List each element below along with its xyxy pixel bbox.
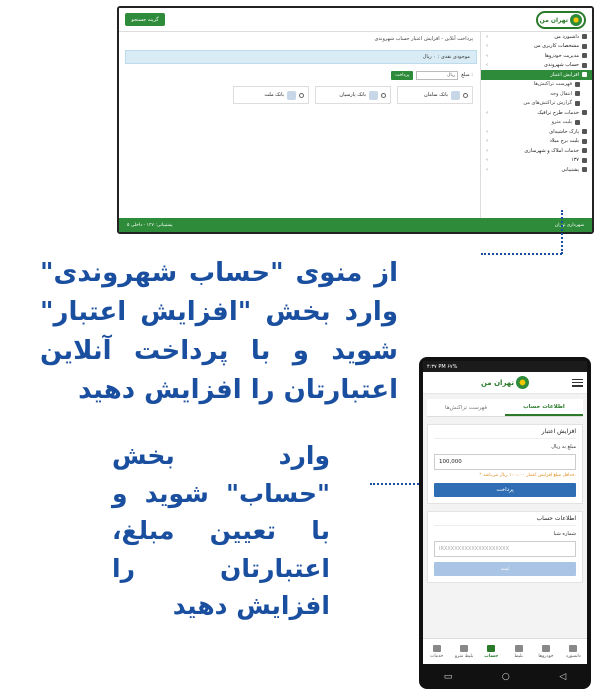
- sidebar-item[interactable]: [481, 137, 592, 147]
- desktop-logo[interactable]: [536, 11, 586, 29]
- sidebar-item-label: خدمات طرح ترافیک: [537, 109, 579, 116]
- bottom-nav: [423, 638, 587, 664]
- sidebar-item-label: خدمات املاک و شهرسازی: [524, 147, 579, 154]
- sidebar-item-label: پلیت مترو: [551, 119, 572, 126]
- sidebar-item-label: گزارش تراکنش‌های من: [523, 100, 572, 107]
- phone-screen: [423, 361, 587, 664]
- topup-card: [427, 424, 583, 504]
- connector-line: [481, 253, 562, 255]
- sidebar-item[interactable]: [481, 156, 592, 166]
- desktop-logo-text: تهران من: [539, 16, 568, 24]
- desktop-sidebar: [480, 32, 592, 222]
- mobile-caption: وارد بخش "حساب" شوید و با تعیین مبلغ، اعتبارتان را افزایش دهید: [112, 441, 330, 620]
- desktop-amount-input[interactable]: ریال: [416, 71, 458, 80]
- nav-icon: [487, 645, 495, 652]
- sidebar-item-icon: [582, 63, 587, 68]
- sidebar-item-label: مشخصات کاربری من: [534, 43, 579, 50]
- sidebar-item-icon: [575, 101, 580, 106]
- bottom-nav-item[interactable]: [478, 639, 505, 664]
- radio-icon[interactable]: [463, 93, 468, 98]
- radio-icon[interactable]: [381, 93, 386, 98]
- desktop-screenshot: [117, 6, 594, 234]
- sidebar-item-icon: [582, 148, 587, 153]
- sidebar-item-icon: [582, 110, 587, 115]
- account-title: اطلاعات حساب: [434, 512, 576, 526]
- sheba-input[interactable]: IRXXXXXXXXXXXXXXXXXXX: [434, 541, 576, 557]
- app-bar: [423, 372, 587, 394]
- sidebar-item[interactable]: [481, 70, 592, 80]
- sidebar-item-icon: [575, 82, 580, 87]
- status-text: ۴:۳۷ PM ۶۷%: [427, 363, 458, 370]
- sidebar-item-label: مدیریت خودروها: [544, 52, 579, 59]
- sidebar-item[interactable]: [481, 61, 592, 71]
- balance-box: موجودی نقدی : ۰ ریال: [125, 50, 477, 64]
- sidebar-item-icon: [582, 44, 587, 49]
- sidebar-item-icon: [582, 72, 587, 77]
- bottom-nav-label: حساب: [484, 653, 499, 659]
- chevron-icon: ‹: [486, 166, 488, 173]
- desktop-pay-button[interactable]: پرداخت: [391, 71, 413, 80]
- desktop-caption: از منوی "حساب شهروندی" وارد بخش "افزایش اعتبار" شوید و با پرداخت آنلاین اعتبارتان را افزایش دهید: [40, 258, 398, 405]
- desktop-main: [125, 36, 477, 216]
- bottom-nav-label: بلیط: [514, 653, 523, 659]
- app-brand-text: تهران من: [481, 378, 515, 387]
- flower-logo-icon: [516, 376, 529, 389]
- bottom-nav-label: خودروها: [538, 653, 554, 659]
- save-button[interactable]: ثبت: [434, 562, 576, 576]
- sidebar-item-icon: [582, 167, 587, 172]
- sidebar-item-icon: [582, 53, 587, 58]
- flower-logo-icon: [570, 14, 582, 26]
- desktop-top-button[interactable]: گزینه جستجو: [125, 13, 165, 26]
- sidebar-item-label: ۱۳۷: [570, 157, 579, 164]
- account-card: [427, 511, 583, 583]
- bank-options: [125, 86, 477, 104]
- sidebar-item-label: انتقال وجه: [550, 90, 572, 97]
- nav-icon: [515, 645, 523, 652]
- account-tabs: [427, 399, 583, 417]
- footer-brand: شهرداری تهران: [554, 222, 584, 228]
- chevron-icon: ‹: [486, 43, 488, 50]
- connector-line: [561, 210, 563, 254]
- desktop-header: [119, 8, 592, 32]
- sidebar-item[interactable]: [481, 127, 592, 137]
- bank-option[interactable]: [233, 86, 309, 104]
- sidebar-item-label: بلیت برج میلاد: [549, 138, 579, 145]
- bottom-nav-item[interactable]: [560, 639, 587, 664]
- sidebar-item-icon: [582, 139, 587, 144]
- bottom-nav-label: خدمات: [430, 653, 444, 659]
- bank-option[interactable]: [315, 86, 391, 104]
- amount-label: مبلغ به ریال: [551, 444, 576, 450]
- sheba-label: شماره شبا: [553, 531, 576, 537]
- bank-option-label: بانک ملت: [264, 92, 284, 98]
- bottom-nav-label: بلیط مترو: [454, 653, 474, 659]
- sidebar-item-icon: [582, 129, 587, 134]
- sidebar-item[interactable]: [481, 32, 592, 42]
- android-nav-bar: [419, 664, 591, 689]
- tab-account-info[interactable]: اطلاعات حساب: [505, 399, 583, 416]
- bank-option-label: بانک پارسیان: [339, 92, 366, 98]
- phone-mockup: [419, 357, 591, 689]
- back-icon[interactable]: ◁: [559, 671, 567, 682]
- sidebar-item[interactable]: [481, 118, 592, 128]
- desktop-footer: [119, 218, 592, 232]
- breadcrumb: پرداخت آنلاین - افزایش اعتبار حساب شهروندی: [374, 36, 473, 42]
- amount-row: [125, 69, 477, 81]
- desktop-amount-label: مبلغ :: [461, 72, 473, 78]
- recent-apps-icon[interactable]: ▭: [443, 671, 453, 682]
- app-brand: [481, 376, 529, 389]
- bottom-nav-label: داشبورد: [565, 653, 581, 659]
- chevron-icon: ‹: [486, 138, 488, 145]
- sidebar-item[interactable]: [481, 51, 592, 61]
- sidebar-item[interactable]: [481, 146, 592, 156]
- chevron-icon: ‹: [486, 109, 488, 116]
- bottom-nav-item[interactable]: [505, 639, 532, 664]
- bank-option[interactable]: [397, 86, 473, 104]
- sidebar-item-label: پارک حاشیه‌ای: [549, 128, 579, 135]
- nav-icon: [542, 645, 550, 652]
- footer-support: پشتیبانی: ۱۳۷ - داخلی ۵: [127, 222, 173, 228]
- amount-input[interactable]: 100,000: [434, 454, 576, 470]
- sidebar-item-icon: [582, 158, 587, 163]
- sidebar-item[interactable]: [481, 89, 592, 99]
- nav-icon: [569, 645, 577, 652]
- bank-logo-icon: [287, 91, 296, 100]
- home-icon[interactable]: ○: [501, 671, 510, 682]
- chevron-icon: ‹: [486, 33, 488, 40]
- radio-icon[interactable]: [299, 93, 304, 98]
- chevron-icon: ‹: [486, 62, 488, 69]
- sidebar-item-label: افزایش اعتبار: [550, 71, 579, 78]
- sidebar-item-icon: [575, 91, 580, 96]
- sidebar-item[interactable]: [481, 42, 592, 52]
- sidebar-item[interactable]: [481, 80, 592, 90]
- bank-logo-icon: [369, 91, 378, 100]
- minimum-amount-hint: * حداقل مبلغ افزایش اعتبار ۱۰۰،۰۰۰ ریال می‌باشد.: [479, 473, 576, 478]
- sidebar-item-label: پشتیبانی: [561, 166, 579, 173]
- chevron-icon: ‹: [486, 147, 488, 154]
- sidebar-item[interactable]: [481, 99, 592, 109]
- bank-logo-icon: [451, 91, 460, 100]
- bottom-nav-item[interactable]: [450, 639, 477, 664]
- bottom-nav-item[interactable]: [532, 639, 559, 664]
- topup-title: افزایش اعتبار: [434, 425, 576, 439]
- bottom-nav-item[interactable]: [423, 639, 450, 664]
- nav-icon: [433, 645, 441, 652]
- sidebar-item[interactable]: [481, 108, 592, 118]
- chevron-icon: ‹: [486, 128, 488, 135]
- sidebar-item-label: حساب شهروندی: [544, 62, 579, 69]
- sidebar-item-icon: [575, 120, 580, 125]
- tab-transactions[interactable]: فهرست تراکنش‌ها: [445, 404, 487, 411]
- sidebar-item[interactable]: [481, 165, 592, 175]
- chevron-icon: ‹: [486, 52, 488, 59]
- chevron-icon: ‹: [486, 157, 488, 164]
- sidebar-item-label: فهرست تراکنش‌ها: [533, 81, 572, 88]
- sidebar-item-icon: [582, 34, 587, 39]
- pay-button[interactable]: پرداخت: [434, 483, 576, 497]
- status-bar: [423, 361, 587, 372]
- bank-option-label: بانک سامان: [424, 92, 448, 98]
- sidebar-item-label: داشبورد من: [554, 33, 579, 40]
- nav-icon: [460, 645, 468, 652]
- menu-icon[interactable]: [572, 379, 583, 387]
